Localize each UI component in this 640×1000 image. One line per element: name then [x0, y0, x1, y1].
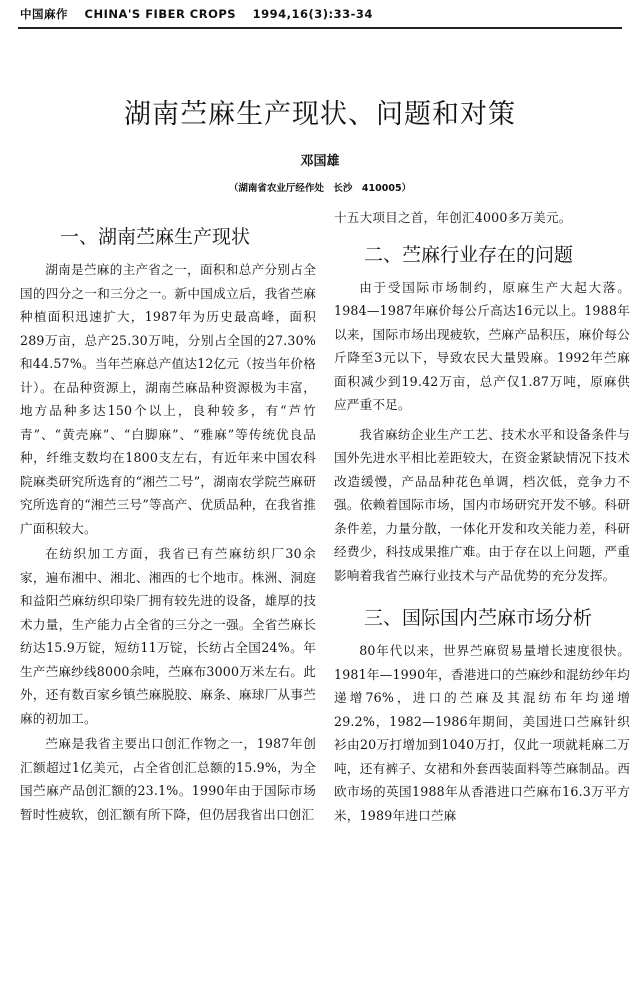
paragraph: 我省麻纺企业生产工艺、技术水平和设备条件与国外先进水平相比差距较大，在资金紧缺情况下技术改造缓慢，产品品种花色单调，档次低，竞争力不强。依赖着国际市场，国内市场研究开发不够。科研条件差，力量分散，一体化开发和攻关能力差，科研经费少，科技成果推广难。由于存在以上问题，严重影响着我省苎麻行业技术与产品优势的充分发挥。: [334, 426, 630, 583]
paragraph: 80年代以来，世界苎麻贸易量增长速度很快。1981年—1990年，香港进口的苎麻纱和混纺纱年均递增76%，进口的苎麻及其混纺布年均递增29.2%，1982—1986年期间，美国进口苎麻针织衫由20万打增加到1040万打，仅此一项就耗麻二万吨，还有裤子、女裙和外套西装面料等苎麻制品。西欧市场的英国1988年从香港进口苎麻布16.3万平方米，1989年进口苎麻: [334, 643, 630, 823]
paragraph: 在纺织加工方面，我省已有苎麻纺织厂30余家，遍布湘中、湘北、湘西的七个地市。株洲、洞庭和益阳苎麻纺织印染厂拥有较先进的设备，雄厚的技术力量，生产能力占全省的三分之一强。全省苎麻长纺达15.9万锭，短纺11万锭，长纺占全国24%。年生产苎麻纱线8000余吨，苎麻布3000万米左右。此外，还有数百家乡镇苎麻脱胶、麻条、麻球厂从事苎麻的初加工。: [20, 546, 316, 726]
paragraph: 苎麻是我省主要出口创汇作物之一，1987年创汇额超过1亿美元，占全省创汇总额的15.9%，为全国苎麻产品创汇额的23.1%。1990年由于国际市场暂时性疲软，创汇额有所下降，但仍居我省出口创汇: [20, 736, 316, 822]
left-column: [20, 206, 316, 826]
citation: 1994,16(3):33-34: [252, 7, 373, 21]
article-title: 湖南苎麻生产现状、问题和对策: [124, 99, 516, 130]
running-header: [20, 6, 620, 26]
author-affiliation: （湖南省农业厅经作处 长沙 410005）: [228, 183, 412, 194]
journal-name-en: CHINA'S FIBER CROPS: [84, 7, 237, 21]
right-column: [334, 206, 630, 827]
paragraph: 湖南是苎麻的主产省之一，面积和总产分别占全国的四分之一和三分之一。新中国成立后，我省苎麻种植面积迅速扩大，1987年为历史最高峰，面积289万亩，总产25.30万吨，分别占全国的27.30%和44.57%。当年苎麻总产值达12亿元（按当年价格计）。在品种资源上，湖南苎麻品种资源极为丰富，地方品种多达150个以上，良种较多，有“芦竹青”、“黄壳麻”、“白脚麻”、“雅麻”等传统优良品种，纤维支数均在1800支左右，有近年来中国农科院麻类研究所选育的“湘苎二号”，湖南农学院苎麻研究所选育的“湘苎三号”等高产、优质品种，在我省推广面积较大。: [20, 262, 316, 536]
journal-name-cn: 中国麻作: [20, 7, 68, 21]
section-heading-3: 三、国际国内苎麻市场分析: [364, 607, 593, 629]
section-heading-1: 一、湖南苎麻生产现状: [60, 226, 251, 248]
paragraph-continued: 十五大项目之首，年创汇4000多万美元。: [334, 210, 572, 225]
section-heading-2: 二、苎麻行业存在的问题: [364, 243, 574, 266]
author-name: 邓国雄: [300, 154, 340, 169]
paragraph: 由于受国际市场制约，原麻生产大起大落。1984—1987年麻价每公斤高达16元以上。1988年以来，国际市场出现疲软，苎麻产品积压，麻价每公斤降至3元以下，导致农民大量毁麻。1992年苎麻面积减少到19.42万亩，总产仅1.87万吨，原麻供应严重不足。: [334, 279, 630, 412]
header-rule: [18, 27, 622, 29]
